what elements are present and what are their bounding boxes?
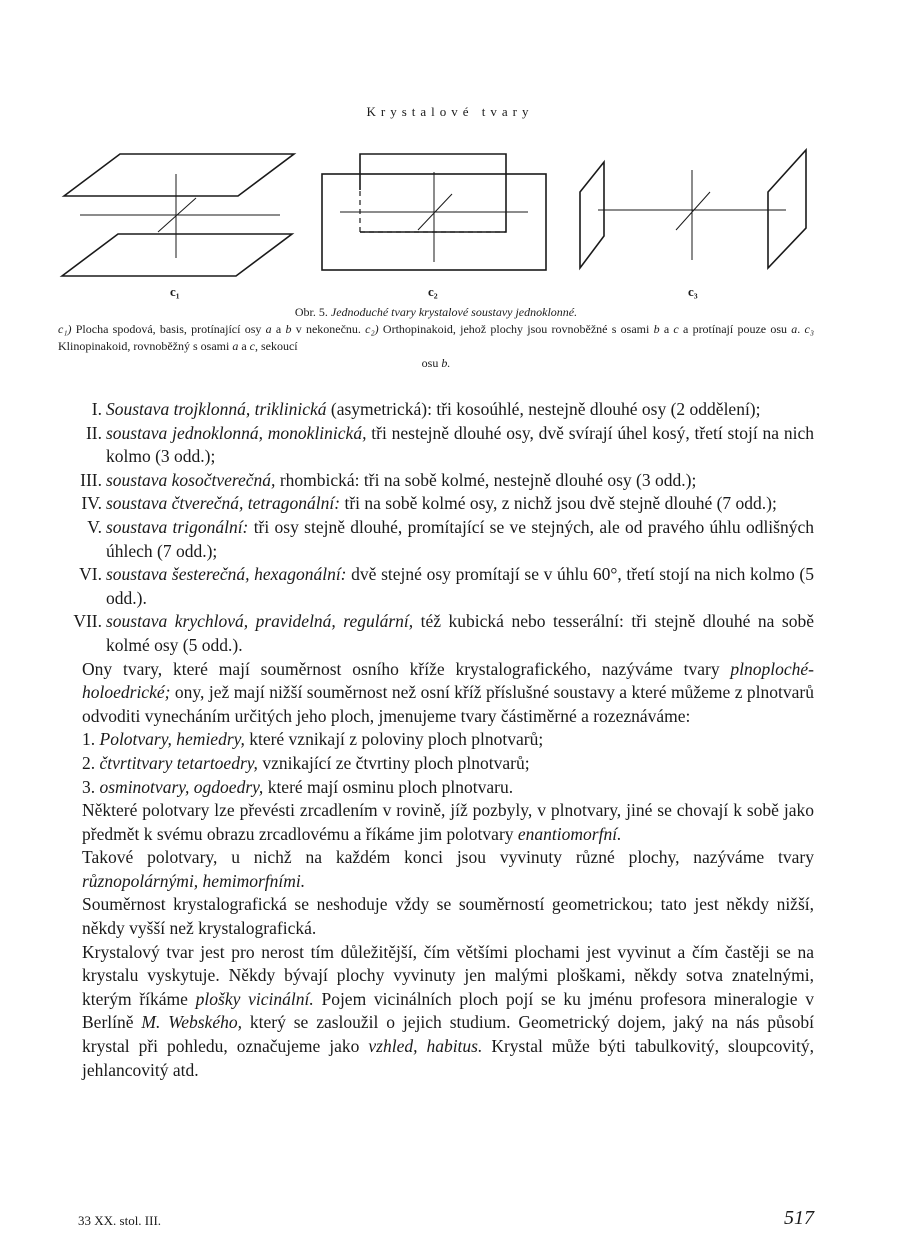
text-run: a [265, 322, 272, 336]
text-run: které vznikají z poloviny ploch plnotvarů; [244, 729, 544, 750]
text-run: dvě stejné osy promítají se v úhlu 60°, třetí stojí na nich kolmo (5 odd.). [106, 564, 814, 608]
text-run: a [271, 322, 286, 336]
text-run: . [797, 322, 805, 336]
partial-form-item [82, 752, 814, 776]
text-run: soustava šesterečná, hexagonální: [106, 564, 347, 585]
text-run: enantiomorfní. [517, 823, 622, 844]
item-number: 2. [82, 752, 100, 773]
item-number: VII. [73, 611, 102, 632]
crystal-systems-list [73, 398, 814, 658]
crystal-system-item [73, 610, 814, 657]
partial-form-item [82, 728, 814, 752]
crystal-system-item [82, 492, 814, 516]
text-run: soustava trigonální: [106, 516, 249, 537]
text-run: Polotvary, hemiedry, [99, 729, 245, 750]
paragraph [82, 799, 814, 846]
text-run: b [285, 322, 292, 336]
text-run: b [653, 322, 660, 336]
text-run: ony, jež mají nižší souměrnost než osní kříž příslušné soustavy a které můžeme z plnotvarů odvoditi vynecháním určitých jeho ploch, jmenujeme tvary částiměrné a rozeznáváme: [82, 682, 814, 726]
text-run: v nekonečnu. [291, 322, 366, 336]
paragraph [82, 941, 814, 1083]
c3-left-plane [580, 162, 604, 268]
text-run: soustava jednoklonná, monoklinická, [106, 422, 367, 443]
text-run: Krystalový tvar jest pro nerost tím důležitější, čím většími plochami jest vyvinut a čím častěji se na krystalu vyskytuje. Někdy bývají plochy vyvinuty jen malými ploškami, někdy sotva znatelnými, kterým říkáme [82, 941, 814, 1009]
text-run: Orthopinakoid, jehož plochy jsou rovnoběžné s osami [378, 322, 654, 336]
crystal-system-item [82, 469, 814, 493]
caption-last-line: osu b. [421, 356, 451, 370]
main-text [73, 398, 814, 1082]
text-run: různopolárnými, hemimorfními. [82, 870, 306, 891]
text-run: které mají osminu ploch plnotvaru. [263, 776, 514, 797]
partial-forms-list [82, 728, 814, 799]
text-run: Klinopinakoid, rovnoběžný s osami [58, 339, 233, 353]
crystal-forms-figure [0, 140, 900, 300]
text-run: M. Webského, [141, 1012, 242, 1033]
caption-body [58, 322, 814, 353]
text-run: c₂) [365, 322, 379, 336]
text-run: Soustava trojklonná, triklinická [106, 399, 327, 419]
text-run: c [249, 339, 255, 353]
paragraph [82, 893, 814, 940]
text-run: a [232, 339, 239, 353]
text-run: rhombická: tři na sobě kolmé, nestejně dlouhé osy (3 odd.); [275, 469, 697, 490]
text-run: osminotvary, ogdoedry, [99, 776, 264, 797]
paragraph-holoedric [82, 658, 814, 729]
text-run: Krystal může býti tabulkovitý, sloupcovitý, jehlancovitý atd. [82, 1036, 814, 1080]
item-number: IV. [81, 493, 102, 514]
text-run: a [238, 339, 250, 353]
text-run: a protínají pouze osu [678, 322, 792, 336]
partial-form-item [82, 776, 814, 800]
crystal-system-item [82, 516, 814, 563]
text-run: a [659, 322, 674, 336]
text-run: Pojem vicinálních ploch pojí se ku jménu profesora mineralogie v Berlíně [82, 988, 814, 1033]
item-number: III. [80, 469, 102, 490]
text-run: Plocha spodová, basis, protínající osy [75, 322, 266, 336]
running-header: Krystalové tvary [366, 104, 534, 119]
text-run: soustava čtverečná, tetragonální: [106, 493, 341, 514]
item-number: VI. [79, 564, 102, 585]
item-number: V. [87, 516, 102, 537]
c2-label: c₂ [428, 284, 438, 299]
c1-upper-plane [64, 154, 294, 196]
text-run: tři na sobě kolmé osy, z nichž jsou dvě stejně dlouhé (7 odd.); [340, 493, 777, 514]
text-run: c [673, 322, 679, 336]
text-run: též kubická nebo tesserální: tři stejně dlouhé na sobě kolmé osy (5 odd.). [106, 611, 814, 655]
item-number: 3. [82, 776, 100, 797]
c1-lower-plane [62, 234, 292, 276]
text-run: plnoploché-holoedrické; [82, 658, 814, 703]
c3-label: c₃ [688, 284, 698, 299]
crystal-system-item [79, 563, 814, 610]
text-run: c₃ [804, 322, 815, 336]
text-run: čtvrtitvary tetartoedry, [99, 752, 258, 773]
text-run: Některé polotvary lze převésti zrcadlením v rovině, jíž pozbyly, v plnotvary, jiné se chovají k sobě jako předmět k svému obrazu zrcadlovému a říkáme jim polotvary [82, 800, 814, 844]
c2-back-plane [360, 154, 506, 232]
text-run: c₁) [58, 322, 76, 336]
text-run: soustava krychlová, pravidelná, regulární, [106, 611, 414, 632]
item-number: II. [85, 422, 102, 443]
page-number: 517 [784, 1207, 814, 1229]
crystal-system-item [82, 398, 814, 422]
c3-right-plane [768, 150, 806, 268]
text-run: a [791, 322, 798, 336]
paragraph [82, 846, 814, 893]
text-run: (asymetrická): tři kosoúhlé, nestejně dlouhé osy (2 oddělení); [326, 399, 761, 419]
text-run: soustava kosočtverečná, [106, 469, 276, 490]
item-number: I. [91, 399, 102, 419]
text-run: , sekoucí [254, 339, 298, 353]
text-run: který se zasloužil o jejich studium. Geometrický dojem, jaký na nás působí krystal při pohledu, označujeme jako [82, 1012, 814, 1057]
text-run: vznikající ze čtvrtiny ploch plnotvarů; [257, 752, 530, 773]
text-run: Ony tvary, které mají souměrnost osního kříže krystalografického, nazýváme tvary [82, 658, 731, 679]
caption-title: Obr. 5. Jednoduché tvary krystalové soustavy jednoklonné. [294, 305, 578, 319]
text-run: tři nestejně dlouhé osy, dvě svírají úhel kosý, třetí stojí na nich kolmo (3 odd.); [106, 422, 814, 467]
figure-caption [58, 304, 814, 372]
c1-label: c₁ [170, 284, 180, 299]
signature-mark: 33 XX. stol. III. [78, 1213, 162, 1228]
text-run: plošky vicinální. [195, 988, 314, 1009]
item-number: 1. [82, 729, 100, 750]
text-run: Takové polotvary, u nichž na každém konci jsou vyvinuty různé plochy, nazýváme tvary [82, 847, 814, 868]
text-run: Souměrnost krystalografická se neshoduje vždy se souměrností geometrickou; tato jest někdy nižší, někdy vyšší než krystalografická. [82, 894, 814, 939]
body-paragraphs [82, 799, 814, 1082]
text-run: vzhled, habitus. [368, 1036, 483, 1057]
crystal-system-item [82, 422, 814, 469]
text-run: tři osy stejně dlouhé, promítající se ve stejných, ale od pravého úhlu odlišných úhlech (7 odd.); [106, 516, 814, 561]
